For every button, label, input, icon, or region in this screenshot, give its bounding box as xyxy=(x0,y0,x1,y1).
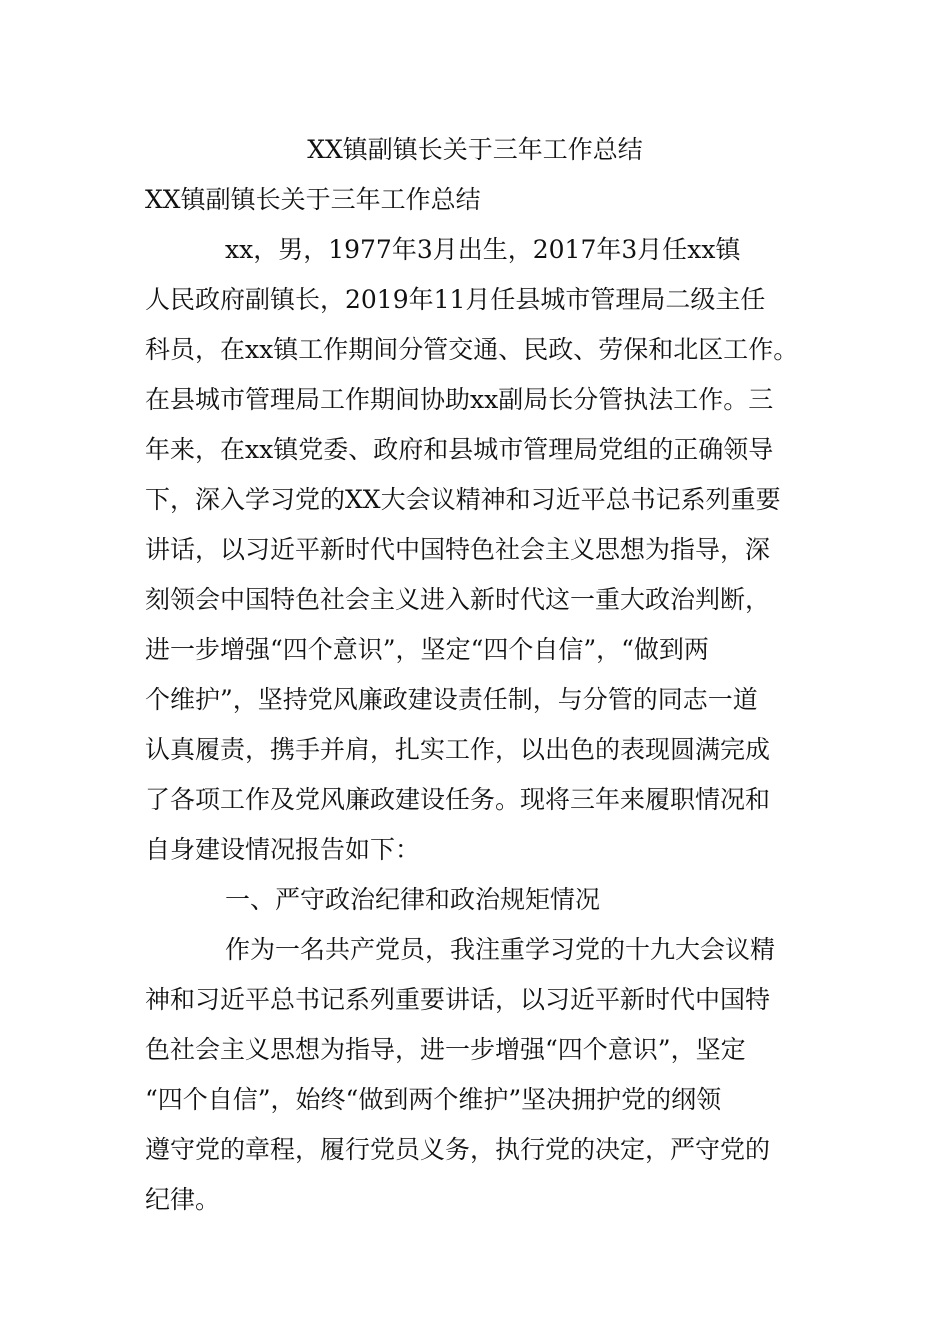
paragraph-line: 讲话，以习近平新时代中国特色社会主义思想为指导，深 xyxy=(145,535,771,564)
paragraph-line: 个维护”，坚持党风廉政建设责任制，与分管的同志一道 xyxy=(145,685,758,714)
document-body xyxy=(145,180,810,1230)
paragraph-line: 作为一名共产党员，我注重学习党的十九大会议精 xyxy=(225,935,776,964)
paragraph-line: 进一步增强“四个意识”，坚定“四个自信”，“做到两 xyxy=(145,635,709,664)
paragraph-line: 年来，在xx镇党委、政府和县城市管理局党组的正确领导 xyxy=(145,435,774,464)
paragraph-line: 了各项工作及党风廉政建设任务。现将三年来履职情况和 xyxy=(145,785,771,814)
paragraph-line: 下，深入学习党的XX大会议精神和习近平总书记系列重要 xyxy=(145,485,781,514)
document-subtitle: XX镇副镇长关于三年工作总结 xyxy=(145,185,481,214)
paragraph-line: 神和习近平总书记系列重要讲话，以习近平新时代中国特 xyxy=(145,985,771,1014)
paragraph-line: 色社会主义思想为指导，进一步增强“四个意识”，坚定 xyxy=(145,1035,746,1064)
paragraph-line: 遵守党的章程，履行党员义务，执行党的决定，严守党的 xyxy=(145,1135,771,1164)
section-heading: 一、严守政治纪律和政治规矩情况 xyxy=(225,885,601,914)
paragraph-line: 自身建设情况报告如下： xyxy=(145,835,421,864)
document-title: XX镇副镇长关于三年工作总结 xyxy=(307,135,643,164)
paragraph-line: xx，男，1977年3月出生，2017年3月任xx镇 xyxy=(225,235,741,264)
paragraph-line: 认真履责，携手并肩，扎实工作，以出色的表现圆满完成 xyxy=(145,735,771,764)
paragraph-line: 科员，在xx镇工作期间分管交通、民政、劳保和北区工作。 xyxy=(145,335,799,364)
paragraph-line: 纪律。 xyxy=(145,1185,221,1214)
paragraph-line: 人民政府副镇长，2019年11月任县城市管理局二级主任 xyxy=(145,285,766,314)
paragraph-line: “四个自信”，始终“做到两个维护”坚决拥护党的纲领 xyxy=(145,1085,722,1114)
paragraph-line: 刻领会中国特色社会主义进入新时代这一重大政治判断， xyxy=(145,585,771,614)
paragraph-line: 在县城市管理局工作期间协助xx副局长分管执法工作。三 xyxy=(145,385,774,414)
